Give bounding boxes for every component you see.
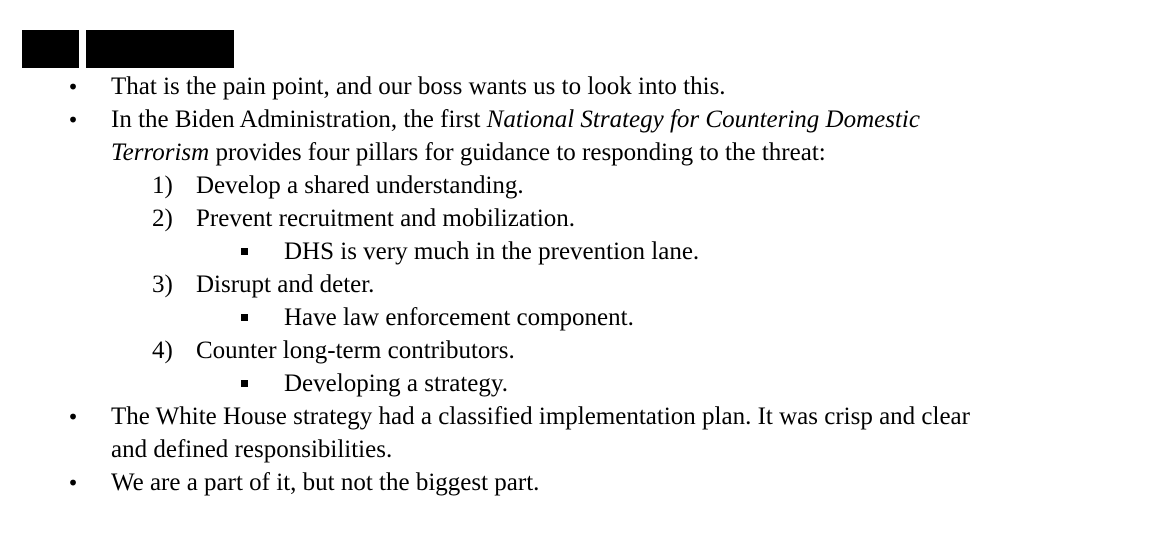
item-text: Disrupt and deter. bbox=[196, 271, 375, 298]
item-number: 1) bbox=[152, 172, 173, 199]
notes-body bbox=[0, 70, 1166, 499]
bullet-item bbox=[0, 70, 1166, 103]
item-number: 2) bbox=[152, 205, 173, 232]
bullet-continuation bbox=[0, 136, 1166, 169]
bullet-text: and defined responsibilities. bbox=[111, 436, 393, 463]
redaction-block bbox=[22, 30, 79, 68]
sub-bullet-text: DHS is very much in the prevention lane. bbox=[284, 238, 700, 265]
item-text: Prevent recruitment and mobilization. bbox=[196, 205, 576, 232]
bullet-icon bbox=[62, 466, 84, 500]
sub-bullet-item bbox=[0, 235, 1166, 268]
bullet-text: Terrorism provides four pillars for guidance to responding to the threat: bbox=[111, 139, 826, 166]
numbered-item bbox=[0, 334, 1166, 367]
square-bullet-icon bbox=[241, 314, 248, 321]
bullet-item bbox=[0, 103, 1166, 136]
bullet-item bbox=[0, 400, 1166, 433]
numbered-item bbox=[0, 169, 1166, 202]
bullet-text: We are a part of it, but not the biggest part. bbox=[111, 469, 540, 496]
bullet-text: That is the pain point, and our boss wants us to look into this. bbox=[111, 73, 726, 100]
redaction-block bbox=[86, 30, 234, 68]
item-number: 3) bbox=[152, 271, 173, 298]
item-text: Develop a shared understanding. bbox=[196, 172, 524, 199]
bullet-continuation bbox=[0, 433, 1166, 466]
sub-bullet-item bbox=[0, 301, 1166, 334]
bullet-text: The White House strategy had a classified implementation plan. It was crisp and clear bbox=[111, 403, 970, 430]
sub-bullet-text: Have law enforcement component. bbox=[284, 304, 634, 331]
numbered-item bbox=[0, 202, 1166, 235]
document-title-italic: National Strategy for Countering Domestic bbox=[486, 106, 920, 133]
item-text: Counter long-term contributors. bbox=[196, 337, 515, 364]
square-bullet-icon bbox=[241, 248, 248, 255]
bullet-icon bbox=[62, 400, 84, 434]
square-bullet-icon bbox=[241, 380, 248, 387]
sub-bullet-item bbox=[0, 367, 1166, 400]
bullet-item bbox=[0, 466, 1166, 499]
item-number: 4) bbox=[152, 337, 173, 364]
bullet-icon bbox=[62, 103, 84, 137]
numbered-item bbox=[0, 268, 1166, 301]
document-title-italic: Terrorism bbox=[111, 139, 210, 166]
bullet-text: In the Biden Administration, the first National Strategy for Countering Domestic bbox=[111, 106, 920, 133]
sub-bullet-text: Developing a strategy. bbox=[284, 370, 508, 397]
bullet-icon bbox=[62, 70, 84, 104]
